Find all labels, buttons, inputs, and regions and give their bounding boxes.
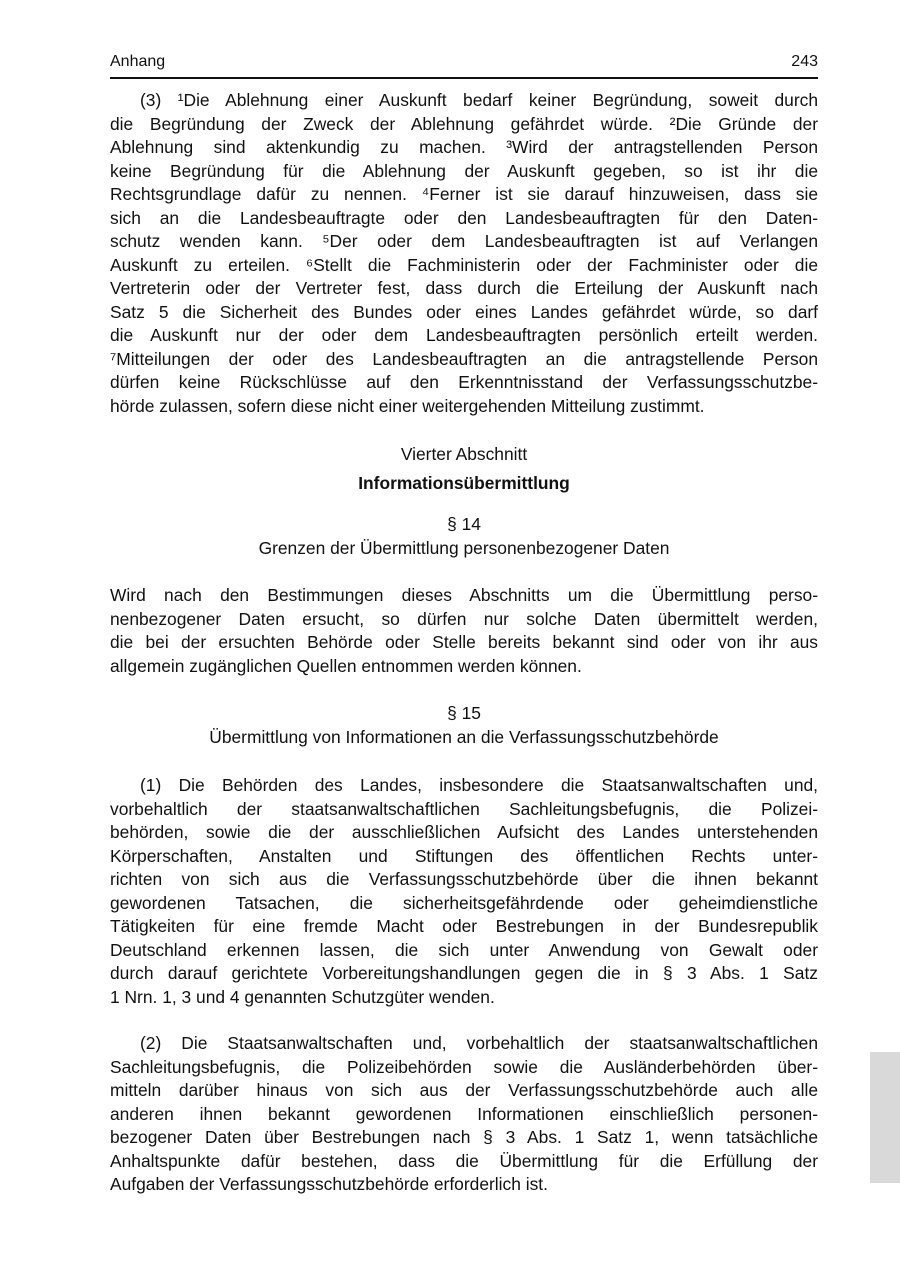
section-15-paragraph-2 bbox=[110, 1032, 818, 1197]
text-line: allgemein zugänglichen Quellen entnommen werden können. bbox=[110, 655, 582, 676]
section-14-text bbox=[110, 584, 818, 678]
section-15-title: Übermittlung von Informationen an die Verfassungsschutzbehörde bbox=[209, 727, 719, 747]
text-line: bezogener Daten über Bestrebungen nach § 3 Abs. 1 Satz 1, wenn tatsächliche bbox=[110, 1127, 818, 1147]
text-line: gewordenen Tatsachen, die sicherheitsgefährdende oder geheimdienstliche bbox=[110, 892, 818, 913]
thumb-index-tab bbox=[870, 1052, 900, 1183]
text-line: mitteln darüber hinaus von sich aus der Verfassungsschutzbehörde auch alle bbox=[110, 1080, 818, 1100]
page-number: 243 bbox=[791, 53, 818, 70]
section-14-number: § 14 bbox=[447, 514, 481, 534]
running-header-section: Anhang bbox=[110, 53, 166, 70]
text-line: sich an die Landesbeauftragte oder den Landesbeauftragten für den Daten- bbox=[110, 207, 818, 228]
text-line: nenbezogener Daten ersucht, so dürfen nur solche Daten übermittelt werden, bbox=[110, 608, 818, 629]
text-line: ⁷Mitteilungen der oder des Landesbeauftragten an die antragstellende Person bbox=[110, 348, 818, 369]
chapter-title: Informationsübermittlung bbox=[358, 473, 570, 493]
text-line: Deutschland erkennen lassen, die sich unter Anwendung von Gewalt oder bbox=[110, 939, 818, 960]
text-line: (1) Die Behörden des Landes, insbesondere die Staatsanwaltschaften und, bbox=[140, 775, 818, 795]
text-line: Rechtsgrundlage dafür zu nennen. ⁴Ferner ist sie darauf hinzuweisen, dass sie bbox=[110, 184, 818, 204]
text-line: anderen ihnen bekannt gewordenen Informationen einschließlich personen- bbox=[110, 1103, 818, 1124]
section-15-number: § 15 bbox=[447, 703, 481, 723]
paragraph-3 bbox=[110, 89, 818, 418]
text-line: (3) ¹Die Ablehnung einer Auskunft bedarf keiner Begründung, soweit durch bbox=[140, 90, 818, 110]
text-line: Auskunft zu erteilen. ⁶Stellt die Fachministerin oder der Fachminister oder die bbox=[110, 254, 818, 275]
text-line: Satz 5 die Sicherheit des Bundes oder eines Landes gefährdet würde, so darf bbox=[110, 301, 818, 322]
section-15-paragraph-1 bbox=[110, 774, 818, 1009]
header-rule bbox=[110, 77, 818, 79]
chapter-number: Vierter Abschnitt bbox=[400, 444, 528, 464]
text-line: die bei der ersuchten Behörde oder Stelle bereits bekannt sind oder von ihr aus bbox=[110, 632, 818, 652]
text-line: behörden, sowie die der ausschließlichen Aufsicht des Landes unterstehenden bbox=[110, 822, 818, 842]
text-line: keine Begründung für die Ablehnung der Auskunft gegeben, so ist ihr die bbox=[110, 160, 818, 181]
text-line: hörde zulassen, sofern diese nicht einer weitergehenden Mitteilung zustimmt. bbox=[110, 395, 705, 416]
text-line: die Begründung der Zweck der Ablehnung gefährdet würde. ²Die Gründe der bbox=[110, 113, 818, 134]
text-line: durch darauf gerichtete Vorbereitungshandlungen gegen die in § 3 Abs. 1 Satz bbox=[110, 963, 818, 983]
text-line: Sachleitungsbefugnis, die Polizeibehörden sowie die Ausländerbehörden über- bbox=[110, 1056, 818, 1077]
text-line: Vertreterin oder der Vertreter fest, dass durch die Erteilung der Auskunft nach bbox=[110, 278, 818, 298]
text-line: schutz wenden kann. ⁵Der oder dem Landesbeauftragten ist auf Verlangen bbox=[110, 231, 818, 251]
text-line: Tätigkeiten für eine fremde Macht oder Bestrebungen in der Bundesrepublik bbox=[110, 916, 818, 936]
text-line: Anhaltspunkte dafür bestehen, dass die Übermittlung für die Erfüllung der bbox=[110, 1150, 818, 1171]
text-line: (2) Die Staatsanwaltschaften und, vorbehaltlich der staatsanwaltschaftlichen bbox=[140, 1033, 818, 1053]
section-14-title: Grenzen der Übermittlung personenbezogener Daten bbox=[258, 538, 670, 558]
text-line: Körperschaften, Anstalten und Stiftungen des öffentlichen Rechts unter- bbox=[110, 845, 818, 866]
text-line: Wird nach den Bestimmungen dieses Abschnitts um die Übermittlung perso- bbox=[110, 585, 818, 605]
text-line: Ablehnung sind aktenkundig zu machen. ³Wird der antragstellenden Person bbox=[110, 137, 818, 157]
text-line: 1 Nrn. 1, 3 und 4 genannten Schutzgüter wenden. bbox=[110, 986, 495, 1007]
text-line: richten von sich aus die Verfassungsschutzbehörde über die ihnen bekannt bbox=[110, 869, 818, 889]
text-line: die Auskunft nur der oder dem Landesbeauftragten persönlich erteilt werden. bbox=[110, 325, 818, 345]
text-line: vorbehaltlich der staatsanwaltschaftlichen Sachleitungsbefugnis, die Polizei- bbox=[110, 798, 818, 819]
text-line: Aufgaben der Verfassungsschutzbehörde erforderlich ist. bbox=[110, 1174, 548, 1194]
text-line: dürfen keine Rückschlüsse auf den Erkenntnisstand der Verfassungsschutzbe- bbox=[110, 372, 818, 392]
